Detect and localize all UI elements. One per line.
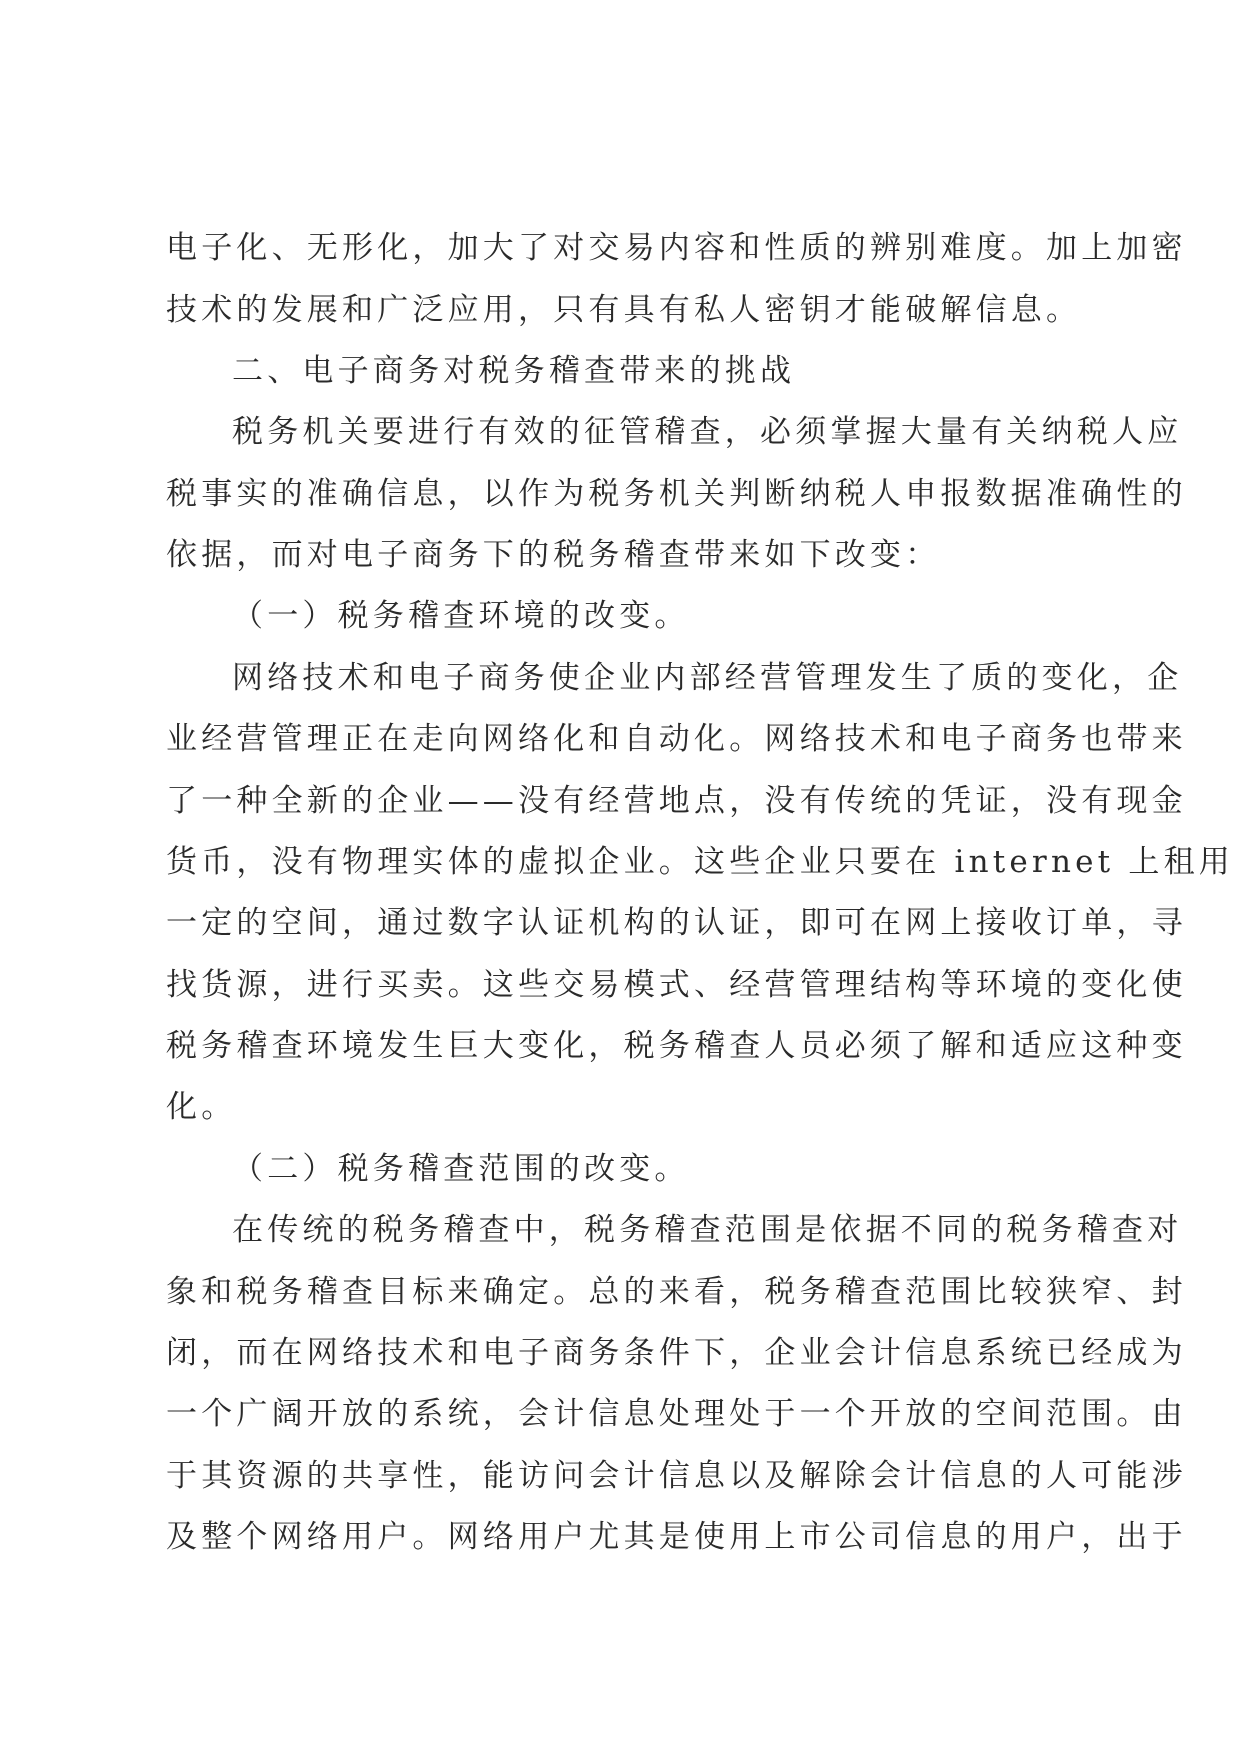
- paragraph-line: 税事实的准确信息，以作为税务机关判断纳税人申报数据准确性的: [166, 476, 1187, 512]
- paragraph-line: 业经营管理正在走向网络化和自动化。网络技术和电子商务也带来: [166, 721, 1187, 757]
- subsection-heading: （二）税务稽查范围的改变。: [232, 1151, 690, 1187]
- paragraph-line: 及整个网络用户。网络用户尤其是使用上市公司信息的用户，出于: [166, 1519, 1187, 1555]
- paragraph-line: 化。: [166, 1089, 237, 1125]
- paragraph-line: 闭，而在网络技术和电子商务条件下，企业会计信息系统已经成为: [166, 1335, 1187, 1371]
- paragraph-line: 一定的空间，通过数字认证机构的认证，即可在网上接收订单，寻: [166, 905, 1187, 941]
- paragraph-line: 货币，没有物理实体的虚拟企业。这些企业只要在 internet 上租用: [166, 844, 1234, 880]
- paragraph-line: 电子化、无形化，加大了对交易内容和性质的辨别难度。加上加密: [166, 230, 1187, 266]
- paragraph-line: 依据，而对电子商务下的税务稽查带来如下改变：: [166, 537, 941, 573]
- paragraph-line: 一个广阔开放的系统，会计信息处理处于一个开放的空间范围。由: [166, 1396, 1187, 1432]
- paragraph-line: 于其资源的共享性，能访问会计信息以及解除会计信息的人可能涉: [166, 1458, 1187, 1494]
- paragraph-line: 税务机关要进行有效的征管稽查，必须掌握大量有关纳税人应: [232, 414, 1183, 450]
- paragraph-line: 在传统的税务稽查中，税务稽查范围是依据不同的税务稽查对: [232, 1212, 1183, 1248]
- section-heading: 二、电子商务对税务稽查带来的挑战: [232, 353, 796, 389]
- paragraph-line: 象和税务稽查目标来确定。总的来看，税务稽查范围比较狭窄、封: [166, 1274, 1187, 1310]
- paragraph-line: 技术的发展和广泛应用，只有具有私人密钥才能破解信息。: [166, 292, 1082, 328]
- subsection-heading: （一）税务稽查环境的改变。: [232, 598, 690, 634]
- paragraph-line: 网络技术和电子商务使企业内部经营管理发生了质的变化，企: [232, 660, 1183, 696]
- paragraph-line: 了一种全新的企业——没有经营地点，没有传统的凭证，没有现金: [166, 783, 1187, 819]
- paragraph-line: 找货源，进行买卖。这些交易模式、经营管理结构等环境的变化使: [166, 967, 1187, 1003]
- paragraph-line: 税务稽查环境发生巨大变化，税务稽查人员必须了解和适应这种变: [166, 1028, 1187, 1064]
